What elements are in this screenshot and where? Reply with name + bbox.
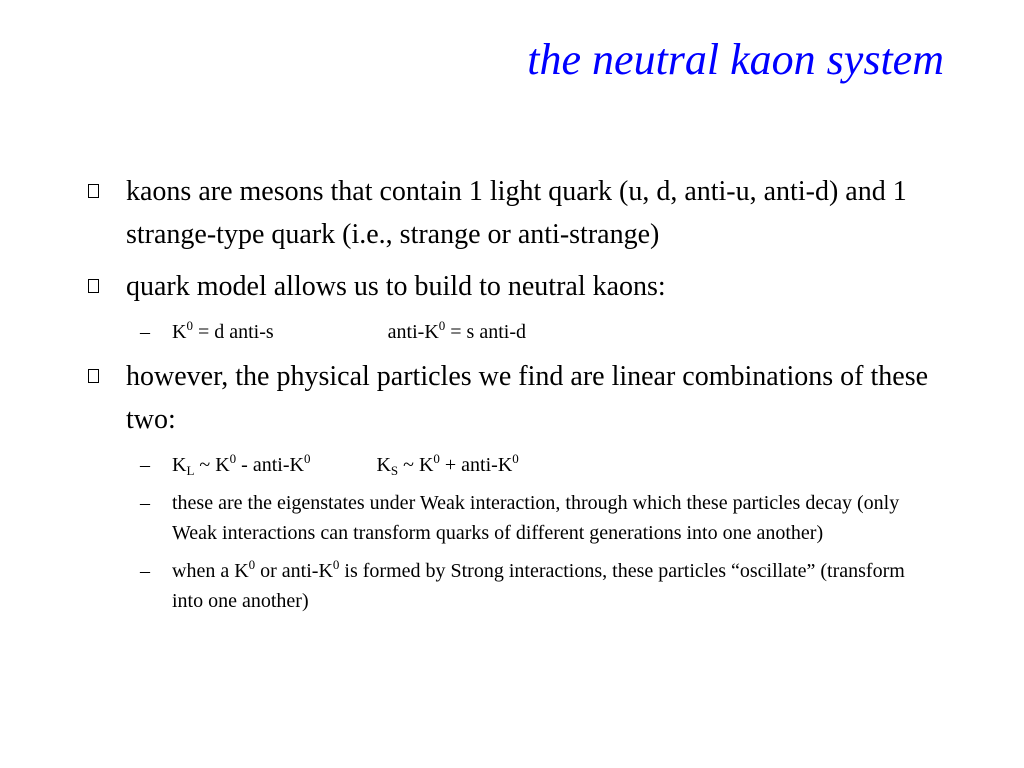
slide-content [88,170,948,624]
bullet-text: kaons are mesons that contain 1 light quark (u, d, anti-u, anti-d) and 1 strange-type quark (i.e., strange or anti-strange) [126,176,907,250]
ks-definition: $K_S$ ~ $K^0$ + anti-$K^0$ [376,451,519,478]
dash-marker-icon: – [140,492,150,514]
bullet-text: quark model allows us to build to neutral kaons: [126,271,666,302]
bullet-text: however, the physical particles we find are linear combinations of these two: [126,361,929,435]
sub-bullet-kaon-states [88,317,932,347]
sub-bullet-kl-ks [88,450,932,480]
bullet-quark-model [88,265,948,308]
bullet-marker-icon [88,184,99,198]
dash-marker-icon: – [140,321,150,343]
bullet-marker-icon [88,279,99,293]
sub-bullet-text: when a $K^0$ or anti-$K^0$ is formed by Strong interactions, these particles “oscillate” (transform into one another) [172,557,905,612]
slide-title: the neutral kaon system [527,35,944,84]
antik0-definition: anti-$K^0 = s$ anti-d [387,318,526,343]
sub-bullet-text: these are the eigenstates under Weak interaction, through which these particles decay (only Weak interactions can transform quarks of different generations into one another) [172,492,900,544]
sub-bullet-eigenstates [88,488,932,548]
bullet-marker-icon [88,369,99,383]
dash-marker-icon: – [140,560,150,582]
kl-definition: $K_L$ ~ $K^0$ - anti-$K^0$ [172,451,311,478]
bullet-linear-combinations [88,355,948,441]
bullet-kaons-definition [88,170,948,256]
sub-bullet-oscillation [88,556,932,616]
k0-definition: $K^0 = d$ anti-s [172,318,274,343]
dash-marker-icon: – [140,454,150,476]
